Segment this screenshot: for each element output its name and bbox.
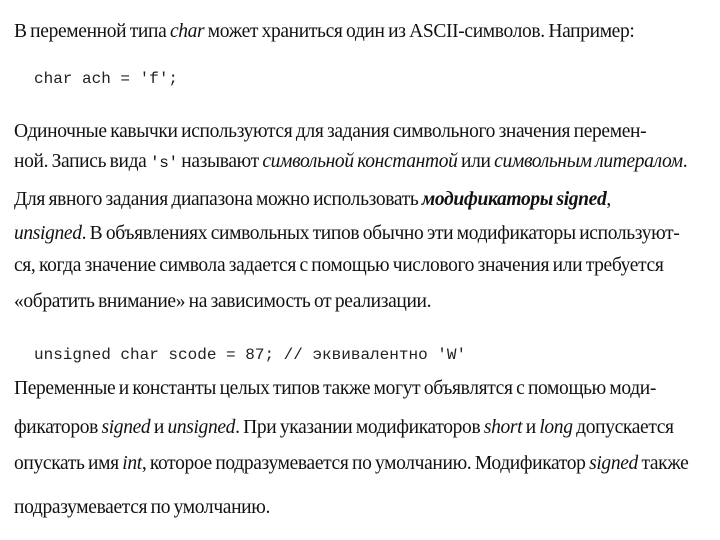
code-example-2: unsigned char scode = 87; // эквивалентно 'W' bbox=[34, 346, 467, 364]
text: фикаторов bbox=[14, 417, 102, 438]
term-signed: signed bbox=[101, 417, 151, 438]
term-signed: signed bbox=[589, 453, 638, 474]
text: и bbox=[150, 417, 168, 438]
text: , которое подразумевается по умолчанию. Модификатор bbox=[141, 453, 590, 474]
paragraph-3-line-2 bbox=[14, 222, 679, 246]
term-long: long bbox=[539, 417, 573, 438]
text: также bbox=[637, 453, 689, 474]
text: Одиночные кавычки используются для задания символьного значения перемен- bbox=[14, 121, 647, 142]
term-short: short bbox=[483, 417, 523, 438]
inline-code: 's' bbox=[149, 154, 178, 172]
text: допускается bbox=[572, 417, 674, 438]
paragraph-2-line-2 bbox=[14, 150, 687, 175]
type-name-char: char bbox=[169, 21, 205, 42]
code-example-1: char ach = 'f'; bbox=[34, 70, 179, 88]
text: . При указании модификаторов bbox=[235, 417, 484, 438]
term-symbolic-literal: символьным литералом bbox=[494, 151, 683, 172]
term-unsigned: unsigned bbox=[14, 223, 82, 244]
text: называют bbox=[177, 151, 263, 172]
paragraph-3-line-4 bbox=[14, 290, 431, 314]
term-symbolic-constant: символьной константой bbox=[262, 151, 458, 172]
paragraph-3-line-3 bbox=[14, 254, 663, 278]
paragraph-4-line-2 bbox=[14, 416, 674, 440]
paragraph-2-line-1 bbox=[14, 120, 646, 144]
text: подразумевается по умолчанию. bbox=[14, 497, 270, 518]
text: Для явного задания диапазона можно использовать bbox=[14, 189, 422, 210]
text: или bbox=[457, 151, 495, 172]
text: «обратить внимание» на зависимость от реализации. bbox=[14, 291, 432, 312]
text: , bbox=[606, 189, 611, 210]
text: может храниться один из ASCII-символов. Например: bbox=[204, 21, 635, 42]
text: ся, когда значение символа задается с помощью числового значения или требуется bbox=[14, 255, 664, 276]
paragraph-1-line-1 bbox=[14, 20, 634, 44]
text: . bbox=[682, 151, 688, 172]
term-unsigned: unsigned bbox=[167, 417, 236, 438]
text: В переменной типа bbox=[14, 21, 170, 42]
term-int: int bbox=[122, 453, 142, 474]
text: . В объявлениях символьных типов обычно эти модификаторы используют- bbox=[81, 223, 680, 244]
text: опускать имя bbox=[14, 453, 123, 474]
text: ной. Запись вида bbox=[14, 151, 150, 172]
term-modifiers: модификаторы signed bbox=[421, 189, 607, 210]
paragraph-4-line-3 bbox=[14, 452, 688, 476]
paragraph-4-line-1 bbox=[14, 377, 656, 401]
text: Переменные и константы целых типов также могут объявлятся с помощью моди- bbox=[14, 378, 657, 399]
text: и bbox=[522, 417, 540, 438]
paragraph-3-line-1 bbox=[14, 188, 611, 212]
paragraph-4-line-4 bbox=[14, 496, 270, 520]
